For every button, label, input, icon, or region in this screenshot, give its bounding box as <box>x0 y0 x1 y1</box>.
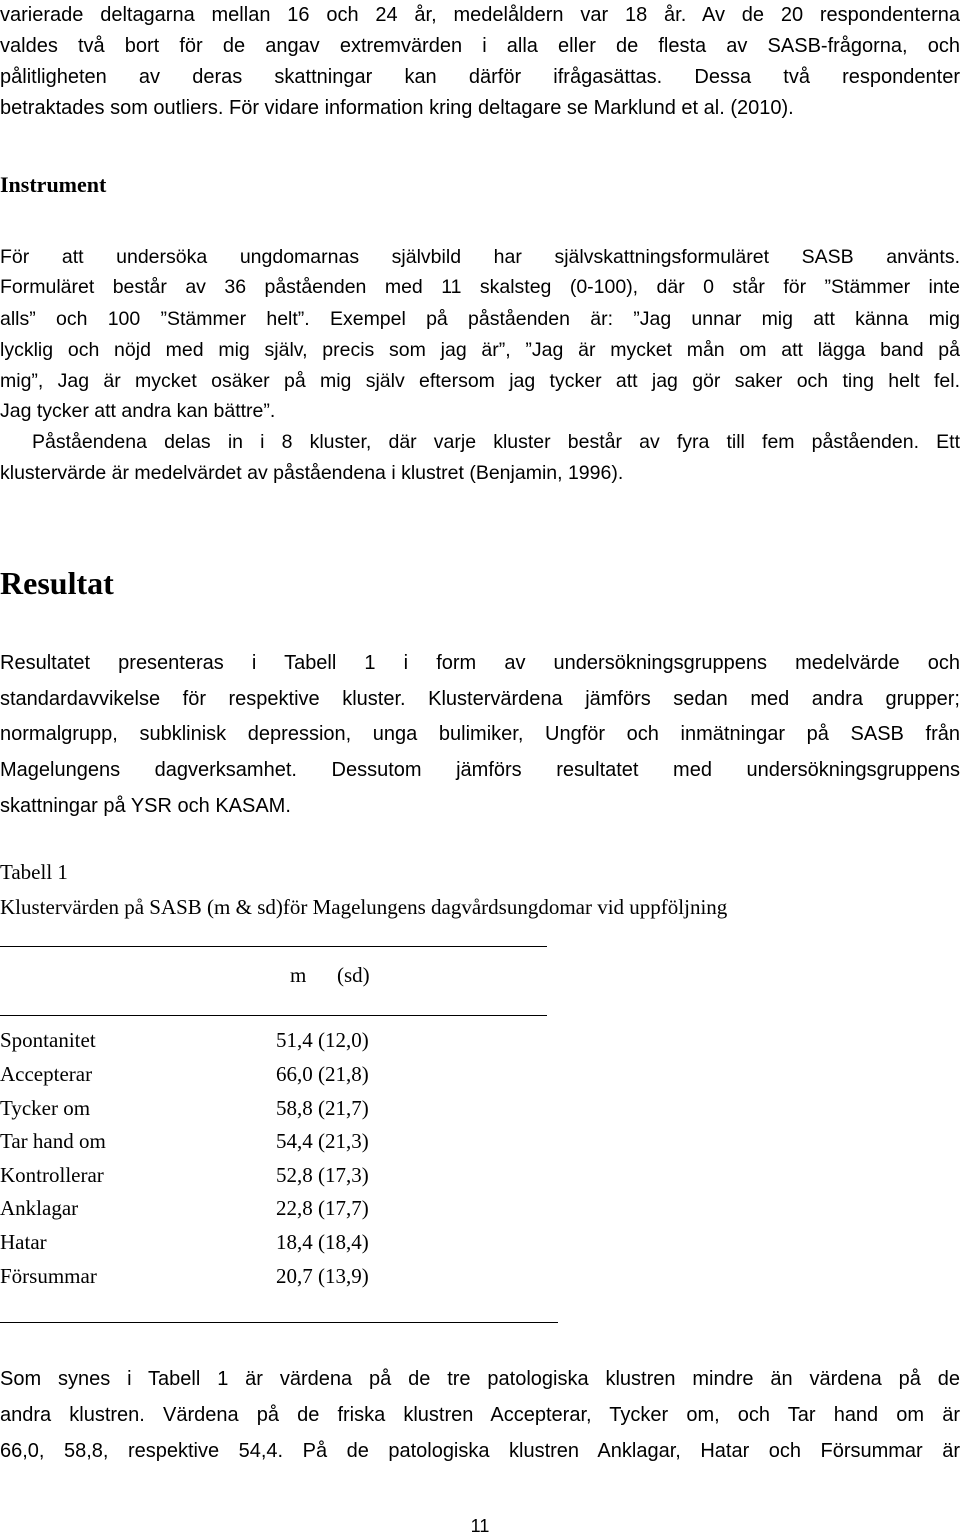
resultat-line: normalgrupp, subklinisk depression, unga bulimiker, Ungför och inmätningar på SASB från <box>0 723 960 745</box>
table-cell-cluster: Försummar <box>0 1264 97 1288</box>
resultat-line: Magelungens dagverksamhet. Dessutom jämförs resultatet med undersökningsgruppens <box>0 759 960 781</box>
instrument-heading: Instrument <box>0 172 107 197</box>
page-number: 11 <box>470 1516 490 1536</box>
table-cell-value: 51,4 (12,0) <box>276 1028 369 1052</box>
instrument-line: alls” och 100 ”Stämmer helt”. Exempel på påståenden är: ”Jag unnar mig att känna mig <box>0 308 960 330</box>
table-label: Tabell 1 <box>0 860 68 884</box>
resultat-line: standardavvikelse för respektive kluster. Klustervärdena jämförs sedan med andra grupper; <box>0 688 960 710</box>
table-header-rule <box>0 1015 547 1016</box>
resultat-line: Resultatet presenteras i Tabell 1 i form av undersökningsgruppens medelvärde och <box>0 652 960 674</box>
table-cell-value: 20,7 (13,9) <box>276 1264 369 1288</box>
resultat-line: skattningar på YSR och KASAM. <box>0 795 291 817</box>
table-cell-value: 58,8 (21,7) <box>276 1096 369 1120</box>
intro-line: pålitligheten av deras skattningar kan därför ifrågasättas. Dessa två respondenter <box>0 66 960 88</box>
conclusion-line: Som synes i Tabell 1 är värdena på de tre patologiska klustren mindre än värdena på de <box>0 1368 960 1390</box>
table-cell-cluster: Spontanitet <box>0 1028 96 1052</box>
resultat-heading: Resultat <box>0 565 114 601</box>
instrument-line: lycklig och nöjd med mig själv, precis som jag är”, ”Jag är mycket mån om att lägga band på <box>0 339 960 361</box>
table-top-rule <box>0 946 547 947</box>
conclusion-line: andra klustren. Värdena på de friska klustren Accepterar, Tycker om, och Tar hand om är <box>0 1404 960 1426</box>
table-cell-cluster: Tycker om <box>0 1096 91 1120</box>
table-bottom-rule <box>0 1322 558 1323</box>
instrument-line: Jag tycker att andra kan bättre”. <box>0 400 276 422</box>
table-cell-cluster: Kontrollerar <box>0 1163 104 1187</box>
table-cell-cluster: Accepterar <box>0 1062 93 1086</box>
instrument-line: Formuläret består av 36 påståenden med 11 skalsteg (0-100), där 0 står för ”Stämmer inte <box>0 276 960 298</box>
table-header-sd: (sd) <box>337 963 370 987</box>
instrument-line: För att undersöka ungdomarnas självbild har självskattningsformuläret SASB använts. <box>0 246 960 268</box>
instrument-line: mig”, Jag är mycket osäker på mig själv eftersom jag tycker att jag gör saker och ting helt fel. <box>0 370 960 392</box>
table-cell-value: 22,8 (17,7) <box>276 1196 369 1220</box>
intro-line: betraktades som outliers. För vidare information kring deltagare se Marklund et al. (2010). <box>0 97 794 119</box>
table-cell-cluster: Hatar <box>0 1230 47 1254</box>
table-caption: Klustervärden på SASB (m & sd)för Magelungens dagvårdsungdomar vid uppföljning <box>0 895 728 919</box>
table-cell-value: 66,0 (21,8) <box>276 1062 369 1086</box>
table-cell-value: 54,4 (21,3) <box>276 1129 369 1153</box>
table-header-m: m <box>290 963 307 987</box>
table-cell-cluster: Tar hand om <box>0 1129 106 1153</box>
table-cell-value: 18,4 (18,4) <box>276 1230 369 1254</box>
instrument-line: Påståendena delas in i 8 kluster, där varje kluster består av fyra till fem påståenden. Ett <box>32 431 960 453</box>
table-cell-value: 52,8 (17,3) <box>276 1163 369 1187</box>
intro-line: valdes två bort för de angav extremvärden i alla eller de flesta av SASB-frågorna, och <box>0 35 960 57</box>
table-cell-cluster: Anklagar <box>0 1196 79 1220</box>
intro-line: varierade deltagarna mellan 16 och 24 år, medelåldern var 18 år. Av de 20 respondenterna <box>0 4 960 26</box>
conclusion-line: 66,0, 58,8, respektive 54,4. På de patologiska klustren Anklagar, Hatar och Försummar är <box>0 1440 960 1462</box>
instrument-line: klustervärde är medelvärdet av påståendena i klustret (Benjamin, 1996). <box>0 462 624 484</box>
